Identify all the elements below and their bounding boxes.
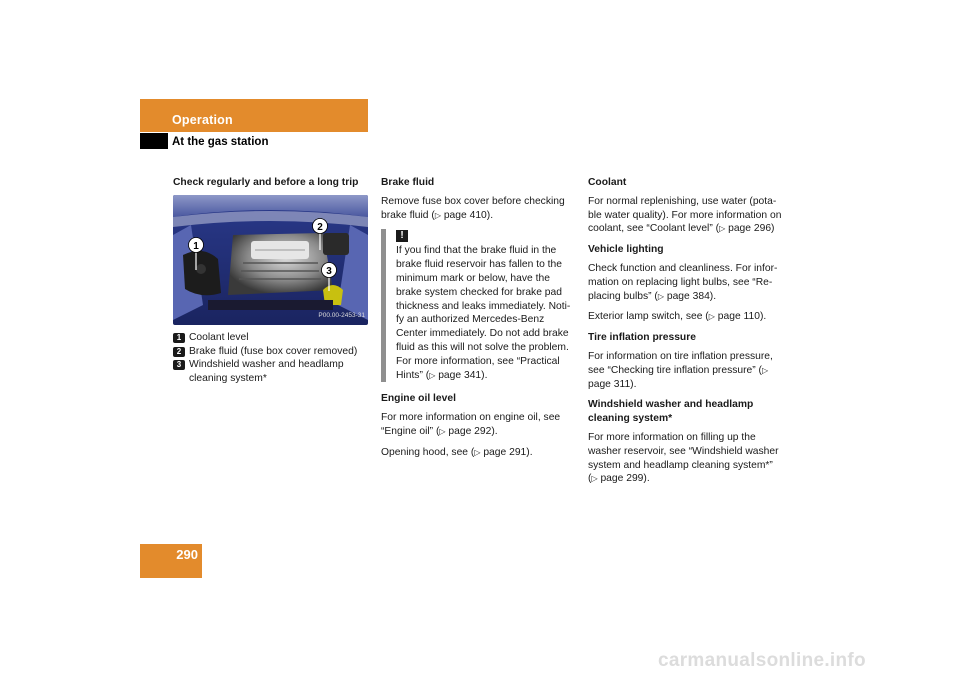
svg-text:3: 3 [326,265,332,277]
opening-hood-text: Opening hood, see (▷ page 291). [381,446,533,458]
triangle-icon: ▷ [719,224,726,234]
triangle-icon: ▷ [761,365,769,375]
svg-text:1: 1 [193,240,199,252]
washer-text: For more information on filling up the washer reservoir, see “Windshield washer system and headlamp cleaning system*” (▷ page 299). [588,431,779,485]
engine-oil-heading: Engine oil level [381,393,456,405]
header-marker [140,133,168,149]
coolant-heading: Coolant [588,177,627,188]
list-item [173,331,369,345]
lamp-switch-text: Exterior lamp switch, see (▷ page 110). [588,311,767,323]
triangle-icon: ▷ [657,291,664,301]
section-title: Operation [172,113,233,127]
engine-bay-photo [173,195,368,325]
vehicle-lighting-heading: Vehicle lighting [588,244,664,256]
coolant-text: For normal replenishing, use water (pota-ble water quality). For more information on coolant, see “Coolant level” (▷ page 296) [588,195,782,235]
item-text: Coolant level [189,331,249,343]
triangle-icon: ▷ [429,370,436,380]
svg-text:2: 2 [317,221,323,233]
triangle-icon: ▷ [591,474,598,484]
item-text: Windshield washer and headlamp cleaning system* [189,359,344,385]
triangle-icon: ▷ [474,447,481,457]
item-number: 2 [173,347,185,357]
left-column [173,176,369,386]
washer-heading: Windshield washer and headlamp cleaning system* [588,399,754,425]
brake-fluid-text: Remove fuse box cover before checking brake fluid (▷ page 410). [381,195,565,221]
check-heading: Check regularly and before a long trip [173,177,359,188]
item-text: Brake fluid (fuse box cover removed) [189,345,358,357]
brake-fluid-heading: Brake fluid [381,177,435,188]
page-number: 290 [176,547,198,562]
engine-oil-text: For more information on engine oil, see “Engine oil” (▷ page 292). [381,412,561,437]
item-number: 1 [173,333,185,343]
triangle-icon: ▷ [439,426,446,436]
tire-pressure-text: For information on tire inflation pressure, see “Checking tire inflation pressure” (▷ page 311). [588,350,773,390]
list-item [173,345,369,359]
item-number: 3 [173,360,185,370]
warning-icon: ! [396,230,408,242]
watermark: carmanualsonline.info [658,650,866,671]
vehicle-lighting-text: Check function and cleanliness. For infor-mation on replacing light bulbs, see “Re-placing bulbs” (▷ page 384). [588,262,778,302]
triangle-icon: ▷ [708,312,715,322]
image-code: P00.00-2453-31 [318,312,365,319]
subsection-title: At the gas station [172,136,269,148]
list-item [173,358,369,386]
triangle-icon: ▷ [434,210,441,220]
warning-box [381,229,576,382]
right-column [588,176,784,493]
warning-text: If you find that the brake fluid in the brake fluid reservoir has fallen to the minimum mark or below, have the brake system checked for brake pad thickness and leaks immediately. Noti-fy an authorized Mercedes-Benz Center immediately. Do not add brake fluid as this will not solve the problem. For more information, see “Practical Hints” (▷ page 341). [396,245,571,381]
tire-pressure-heading: Tire inflation pressure [588,332,696,344]
middle-column [381,176,576,467]
